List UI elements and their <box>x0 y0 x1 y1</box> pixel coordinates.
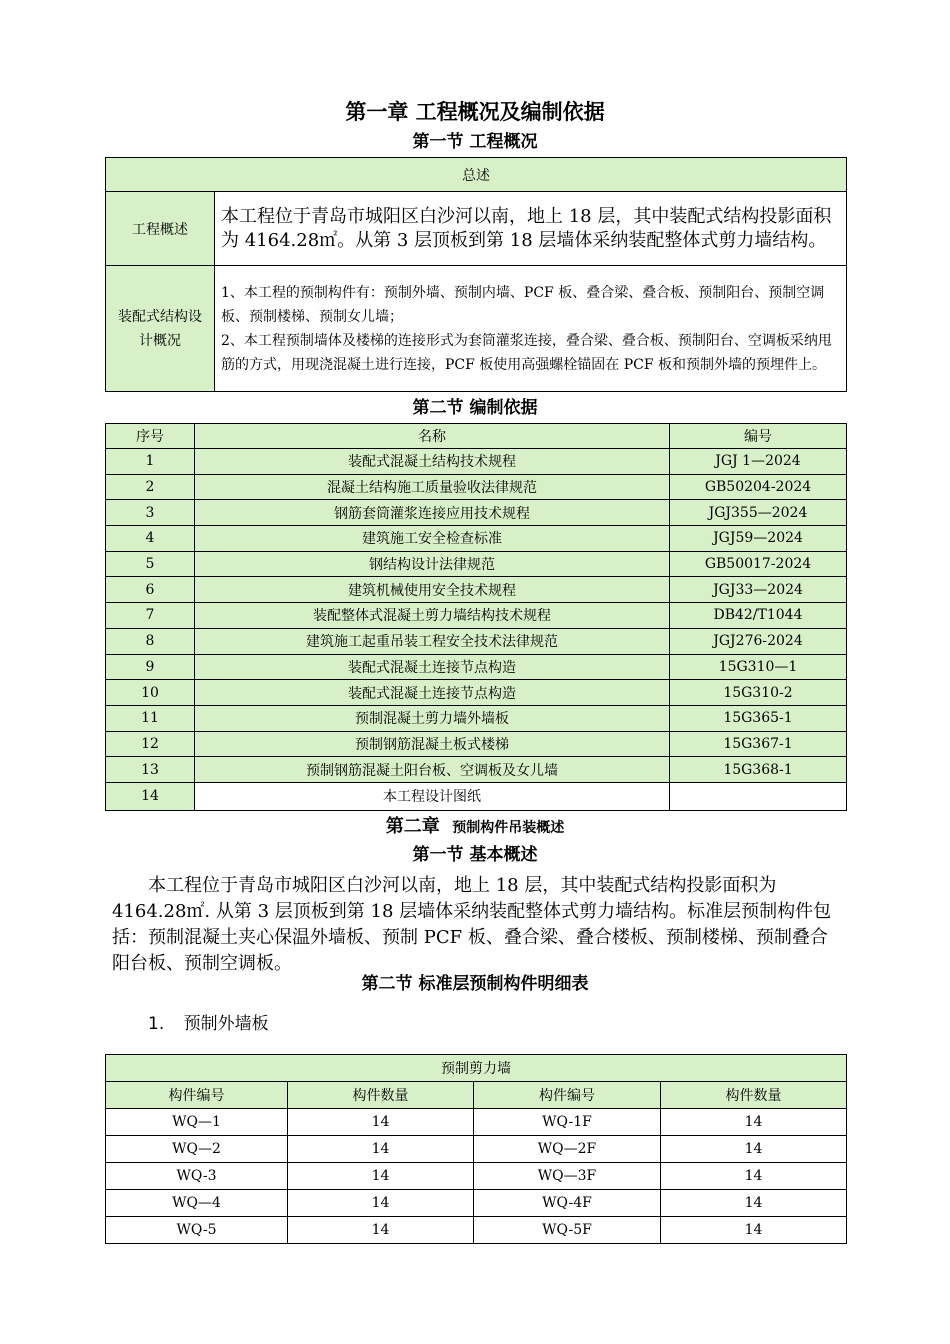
basis-header-code: 编号 <box>670 424 847 449</box>
chapter2-section1-title: 第一节 基本概述 <box>412 845 538 865</box>
wall-qty: 14 <box>288 1136 474 1163</box>
wall-qty: 14 <box>661 1217 847 1244</box>
table-row <box>106 731 847 757</box>
basis-no: 9 <box>106 654 195 680</box>
basis-code: JGJ 1—2024 <box>670 449 847 475</box>
basis-name: 钢筋套筒灌浆连接应用技术规程 <box>195 500 670 526</box>
table-row <box>106 782 847 810</box>
basis-header-name: 名称 <box>195 424 670 449</box>
chapter2-section2-title: 第二节 标准层预制构件明细表 <box>361 974 589 994</box>
wall-code: WQ—3F <box>474 1163 661 1190</box>
basis-code: 15G365-1 <box>670 705 847 731</box>
wall-header-qty: 构件数量 <box>288 1082 474 1109</box>
basis-name: 装配整体式混凝土剪力墙结构技术规程 <box>195 603 670 629</box>
overview-header: 总述 <box>106 158 847 192</box>
basis-no: 3 <box>106 500 195 526</box>
wall-code: WQ—1 <box>106 1109 288 1136</box>
table-row <box>106 680 847 706</box>
wall-table <box>105 1054 847 1244</box>
wall-qty: 14 <box>288 1217 474 1244</box>
wall-code: WQ-1F <box>474 1109 661 1136</box>
basis-code: JGJ355—2024 <box>670 500 847 526</box>
basis-name: 装配式混凝土连接节点构造 <box>195 654 670 680</box>
list-item <box>148 1011 269 1037</box>
wall-qty: 14 <box>288 1109 474 1136</box>
basis-name: 建筑施工安全检查标准 <box>195 526 670 552</box>
overview-row2-label: 装配式结构设计概况 <box>106 266 215 392</box>
chapter2-paragraph: 本工程位于青岛市城阳区白沙河以南，地上 18 层，其中装配式结构投影面积为 4164.28㎡. 从第 3 层顶板到第 18 层墙体采纳装配整体式剪力墙结构。标准层预制构件包括：预制混凝土夹心保温外墙板、预制 PCF 板、叠合梁、叠合楼板、预制楼梯、预制叠合阳台板、预制空调板。 <box>112 875 832 974</box>
basis-no: 6 <box>106 577 195 603</box>
overview-row2-para1: 1、本工程的预制构件有：预制外墙、预制内墙、PCF 板、叠合梁、叠合板、预制阳台、预制空调板、预制楼梯、预制女儿墙； <box>221 284 825 325</box>
list-item-text: 预制外墙板 <box>183 1014 269 1034</box>
basis-no: 1 <box>106 449 195 475</box>
wall-code: WQ—2F <box>474 1136 661 1163</box>
wall-qty: 14 <box>288 1163 474 1190</box>
wall-qty: 14 <box>661 1136 847 1163</box>
chapter2-title <box>0 814 950 841</box>
wall-code: WQ-5 <box>106 1217 288 1244</box>
table-row <box>106 705 847 731</box>
chapter2-title-main: 第二章 <box>385 816 440 837</box>
chapter1-section2-title: 第二节 编制依据 <box>412 398 538 418</box>
wall-code: WQ-4F <box>474 1190 661 1217</box>
basis-name: 建筑机械使用安全技术规程 <box>195 577 670 603</box>
basis-no: 5 <box>106 551 195 577</box>
table-row <box>106 1163 847 1190</box>
basis-header-row <box>106 424 847 449</box>
basis-name: 预制混凝土剪力墙外墙板 <box>195 705 670 731</box>
table-row <box>106 757 847 783</box>
basis-name: 本工程设计图纸 <box>195 782 670 810</box>
overview-table <box>105 157 847 392</box>
wall-header-qty: 构件数量 <box>661 1082 847 1109</box>
basis-name: 装配式混凝土结构技术规程 <box>195 449 670 475</box>
basis-code: 15G310-2 <box>670 680 847 706</box>
basis-code: DB42/T1044 <box>670 603 847 629</box>
basis-name: 预制钢筋混凝土板式楼梯 <box>195 731 670 757</box>
table-row <box>106 1136 847 1163</box>
wall-code: WQ-5F <box>474 1217 661 1244</box>
basis-no: 12 <box>106 731 195 757</box>
chapter1-section1-title: 第一节 工程概况 <box>412 132 538 152</box>
basis-no: 14 <box>106 782 195 810</box>
table-row <box>106 474 847 500</box>
basis-name: 预制钢筋混凝土阳台板、空调板及女儿墙 <box>195 757 670 783</box>
wall-code: WQ-3 <box>106 1163 288 1190</box>
wall-qty: 14 <box>661 1190 847 1217</box>
basis-code: JGJ276-2024 <box>670 628 847 654</box>
chapter1-title: 第一章 工程概况及编制依据 <box>345 100 605 124</box>
wall-header-row <box>106 1082 847 1109</box>
overview-row1-label: 工程概述 <box>106 192 215 266</box>
wall-table-title: 预制剪力墙 <box>106 1055 847 1082</box>
table-row <box>106 500 847 526</box>
basis-name: 钢结构设计法律规范 <box>195 551 670 577</box>
basis-no: 11 <box>106 705 195 731</box>
table-row <box>106 1217 847 1244</box>
basis-no: 8 <box>106 628 195 654</box>
basis-code: 15G367-1 <box>670 731 847 757</box>
basis-code: JGJ59—2024 <box>670 526 847 552</box>
table-row <box>106 1190 847 1217</box>
basis-code: 15G310—1 <box>670 654 847 680</box>
wall-qty: 14 <box>661 1163 847 1190</box>
basis-code: JGJ33—2024 <box>670 577 847 603</box>
wall-code: WQ—2 <box>106 1136 288 1163</box>
table-row <box>106 628 847 654</box>
wall-qty: 14 <box>288 1190 474 1217</box>
basis-name: 装配式混凝土连接节点构造 <box>195 680 670 706</box>
basis-no: 10 <box>106 680 195 706</box>
chapter2-title-sub: 预制构件吊装概述 <box>452 820 565 836</box>
basis-table <box>105 423 847 811</box>
list-item-number: 1. <box>148 1014 165 1034</box>
table-row <box>106 526 847 552</box>
overview-row2-para2: 2、本工程预制墙体及楼梯的连接形式为套筒灌浆连接，叠合梁、叠合板、预制阳台、空调板采纳甩筋的方式，用现浇混凝土进行连接，PCF 板使用高强螺栓锚固在 PCF 板和预制外墙的预埋件上。 <box>221 332 832 373</box>
basis-code: GB50204-2024 <box>670 474 847 500</box>
basis-name: 建筑施工起重吊装工程安全技术法律规范 <box>195 628 670 654</box>
basis-code: 15G368-1 <box>670 757 847 783</box>
table-row <box>106 551 847 577</box>
basis-no: 13 <box>106 757 195 783</box>
overview-row2-cell <box>215 266 847 392</box>
table-row <box>106 654 847 680</box>
wall-code: WQ—4 <box>106 1190 288 1217</box>
basis-no: 2 <box>106 474 195 500</box>
wall-header-code: 构件编号 <box>474 1082 661 1109</box>
basis-code: GB50017-2024 <box>670 551 847 577</box>
table-row <box>106 603 847 629</box>
basis-no: 7 <box>106 603 195 629</box>
overview-row1-text: 本工程位于青岛市城阳区白沙河以南，地上 18 层，其中装配式结构投影面积为 4164.28㎡。从第 3 层顶板到第 18 层墙体采纳装配整体式剪力墙结构。 <box>215 192 847 266</box>
basis-no: 4 <box>106 526 195 552</box>
table-row <box>106 577 847 603</box>
basis-name: 混凝土结构施工质量验收法律规范 <box>195 474 670 500</box>
wall-header-code: 构件编号 <box>106 1082 288 1109</box>
table-row <box>106 449 847 475</box>
table-row <box>106 1109 847 1136</box>
wall-qty: 14 <box>661 1109 847 1136</box>
basis-header-no: 序号 <box>106 424 195 449</box>
basis-code <box>670 782 847 810</box>
